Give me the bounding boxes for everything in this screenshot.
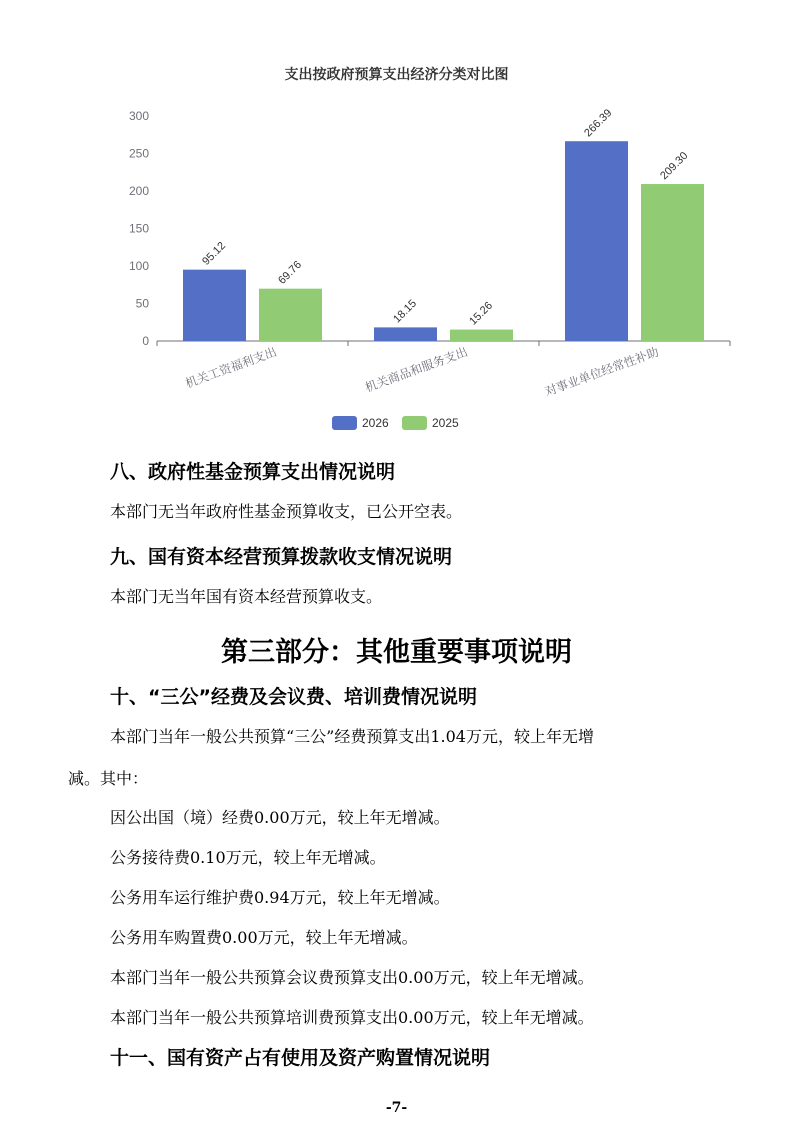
- legend-label-2026: 2026: [362, 416, 389, 430]
- bar-chart: [0, 100, 793, 445]
- section10-text-line1: 本部门当年一般公共预算“三公”经费预算支出1.04万元，较上年无增: [110, 727, 594, 746]
- data-label: 15.26: [467, 299, 496, 328]
- y-tick-label: 250: [128, 146, 149, 161]
- y-tick-label: 0: [142, 334, 149, 348]
- section8-heading: 八、政府性基金预算支出情况说明: [110, 461, 396, 483]
- x-tick-label: 机关商品和服务支出: [363, 344, 470, 395]
- bar-2025: [259, 289, 322, 341]
- bar-2026: [565, 141, 628, 341]
- x-tick-label: 对事业单位经常性补助: [542, 344, 661, 399]
- section9-heading: 九、国有资本经营预算拨款收支情况说明: [110, 546, 453, 568]
- chart-title: 支出按政府预算支出经济分类对比图: [284, 67, 509, 83]
- item-abroad: 因公出国（境）经费0.00万元，较上年无增减。: [110, 808, 450, 827]
- section11-heading: 十一、国有资产占有使用及资产购置情况说明: [110, 1047, 491, 1069]
- section10-heading: 十、“三公”经费及会议费、培训费情况说明: [110, 686, 477, 708]
- data-label: 209.30: [658, 149, 691, 183]
- bar-2026: [183, 270, 246, 341]
- y-tick-label: 100: [128, 259, 149, 273]
- y-tick-label: 200: [128, 184, 149, 198]
- data-label: 18.15: [391, 297, 420, 326]
- item-vehicle-maint: 公务用车运行维护费0.94万元，较上年无增减。: [110, 888, 450, 907]
- bar-2025: [450, 330, 513, 341]
- section10-text-line2: 减。其中：: [68, 769, 149, 788]
- legend-label-2025: 2025: [432, 416, 459, 430]
- data-label: 266.39: [582, 107, 615, 140]
- legend-swatch-2026: [332, 416, 357, 430]
- page-number: -7-: [385, 1100, 408, 1116]
- legend-swatch-2025: [402, 416, 427, 430]
- y-tick-label: 50: [135, 296, 149, 311]
- section8-text: 本部门无当年政府性基金预算收支，已公开空表。: [110, 502, 463, 521]
- section9-text: 本部门无当年国有资本经营预算收支。: [110, 587, 383, 606]
- data-label: 69.76: [276, 258, 305, 287]
- y-tick-label: 150: [128, 221, 149, 236]
- item-meeting: 本部门当年一般公共预算会议费预算支出0.00万元，较上年无增减。: [110, 968, 594, 987]
- item-reception: 公务接待费0.10万元，较上年无增减。: [110, 848, 386, 867]
- part3-title: 第三部分：其他重要事项说明: [221, 637, 572, 668]
- data-label: 95.12: [200, 239, 229, 268]
- x-tick-label: 机关工资福利支出: [183, 344, 279, 391]
- bar-2025: [641, 184, 704, 341]
- item-training: 本部门当年一般公共预算培训费预算支出0.00万元，较上年无增减。: [110, 1008, 594, 1027]
- bar-2026: [374, 327, 437, 341]
- item-vehicle-purchase: 公务用车购置费0.00万元，较上年无增减。: [110, 928, 418, 947]
- y-tick-label: 300: [128, 109, 149, 123]
